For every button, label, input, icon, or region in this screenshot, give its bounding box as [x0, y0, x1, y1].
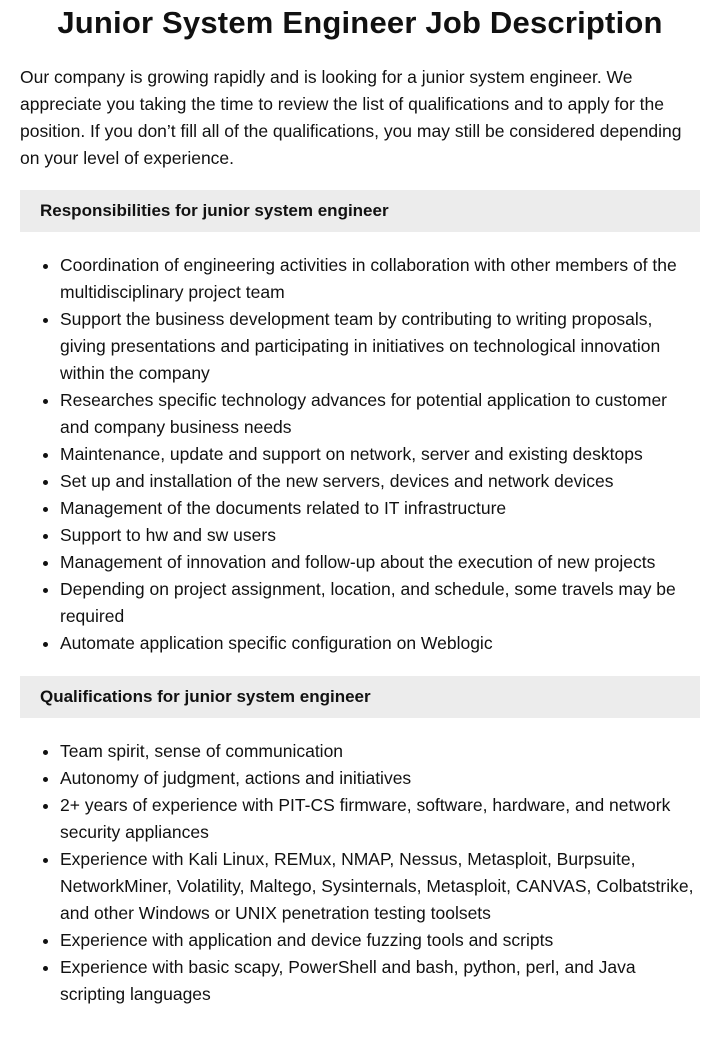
list-item: • Coordination of engineering activities in collaboration with other members of the multidisciplinary project team [60, 252, 700, 306]
list-item: • Support to hw and sw users [60, 522, 700, 549]
list-item: • Set up and installation of the new servers, devices and network devices [60, 468, 700, 495]
intro-paragraph: Our company is growing rapidly and is looking for a junior system engineer. We appreciate you taking the time to review the list of qualifications and to apply for the position. If you don’t fill all of the qualifications, you may still be considered depending on your level of experience. [20, 67, 682, 168]
qualifications-heading: Qualifications for junior system engineer [20, 676, 700, 718]
list-item: • 2+ years of experience with PIT-CS firmware, software, hardware, and network security appliances [60, 792, 700, 846]
list-item: • Experience with Kali Linux, REMux, NMAP, Nessus, Metasploit, Burpsuite, NetworkMiner, Volatility, Maltego, Sysinternals, Metasploit, CANVAS, Colbatstrike, and other Windows or UNIX penetration testing toolsets [60, 846, 700, 927]
page-title: Junior System Engineer Job Description [57, 5, 663, 40]
list-item: • Automate application specific configuration on Weblogic [60, 630, 700, 657]
list-item: • Experience with basic scapy, PowerShell and bash, python, perl, and Java scripting languages [60, 954, 700, 1008]
list-item: • Maintenance, update and support on network, server and existing desktops [60, 441, 700, 468]
qualifications-list [20, 738, 700, 1008]
list-item: • Researches specific technology advances for potential application to customer and company business needs [60, 387, 700, 441]
list-item: • Autonomy of judgment, actions and initiatives [60, 765, 700, 792]
list-item: • Team spirit, sense of communication [60, 738, 700, 765]
list-item: • Support the business development team by contributing to writing proposals, giving presentations and participating in initiatives on technological innovation within the company [60, 306, 700, 387]
list-item: • Management of the documents related to IT infrastructure [60, 495, 700, 522]
list-item: • Depending on project assignment, location, and schedule, some travels may be required [60, 576, 700, 630]
responsibilities-list [20, 252, 700, 657]
list-item: • Experience with application and device fuzzing tools and scripts [60, 927, 700, 954]
responsibilities-heading: Responsibilities for junior system engineer [20, 190, 700, 232]
list-item: • Management of innovation and follow-up about the execution of new projects [60, 549, 700, 576]
